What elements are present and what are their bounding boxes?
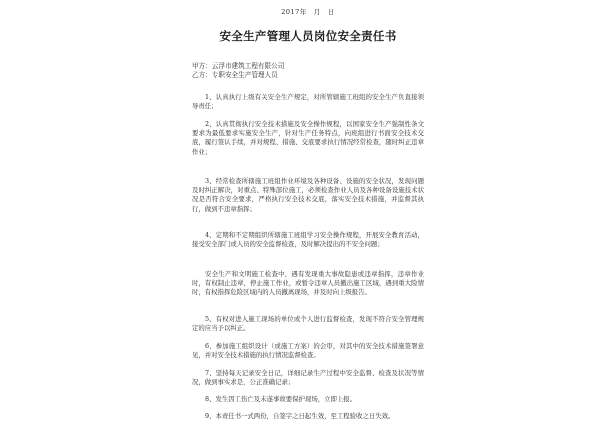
date-line: 2017年 月 日 bbox=[281, 8, 335, 16]
clause-2: 2、认真贯彻执行安全技术措施及安全操作规程，以国家安全生产强制性条文要求为最低要求实施安全生产，针对生产任务特点，向班组进行书面安全技术交底，履行签认手续，并对规程、措施、交底要求执行情况经常检查，随时纠正违章作业； bbox=[192, 120, 424, 156]
clause-7: 7、坚持每天记录安全日记，详细记录生产过程中安全监督、检查及状况等情况，做到事实求是，公正准确记录； bbox=[192, 369, 424, 387]
clause-1: 1、认真执行上级有关安全生产规定，对所管辖施工班组的安全生产负直接领导责任； bbox=[192, 93, 424, 111]
clause-4: 4、定期和不定期组织所辖施工班组学习安全操作规程，开展安全教育活动，接受安全部门或人员的安全监督检查，及时解决提出的不安全问题； bbox=[192, 231, 424, 249]
clause-5: 5、有权对进入施工现场的单位或个人进行监督检查，发现不符合安全管理规定的应当予以纠正。 bbox=[192, 315, 424, 333]
clause-8: 8、发生因工伤亡及未遂事故要保护现场，立即上报。 bbox=[205, 395, 357, 403]
clause-6: 6、参加施工组织设计（或施工方案）的会审，对其中的安全技术措施签署意见，并对安全技术措施的执行情况监督检查。 bbox=[192, 342, 424, 360]
clause-3: 3、经常检查所辖施工班组作业环境及各种设备、设施的安全状况，发现问题及时纠正解决，对重点、特殊部位施工，必须检查作业人员及各种设备设施技术状况是否符合安全要求，严格执行安全技术交底，落实安全技术措施，并监督其执行，做到不违章指挥； bbox=[192, 177, 424, 213]
document-title: 安全生产管理人员岗位安全责任书 bbox=[219, 29, 397, 43]
party-a: 甲方：云浮市建筑工程有限公司 bbox=[192, 62, 285, 70]
party-b: 乙方：专职安全生产管理人员 bbox=[192, 71, 278, 79]
clause-rights: 安全生产和文明施工检查中，遇有发现重大事故隐患或违章指挥，违章作业时，有权制止违章，停止施工作业，或暂令违章人员撤出施工区域，遇到重大险情时，有权指挥危险区域内的人员撤离现场，并及时向上级报告。 bbox=[192, 270, 424, 297]
responsibility-document bbox=[192, 8, 424, 420]
clause-9: 9、本责任书一式两份，自签字之日起生效，至工程验收之日失效。 bbox=[205, 412, 395, 420]
